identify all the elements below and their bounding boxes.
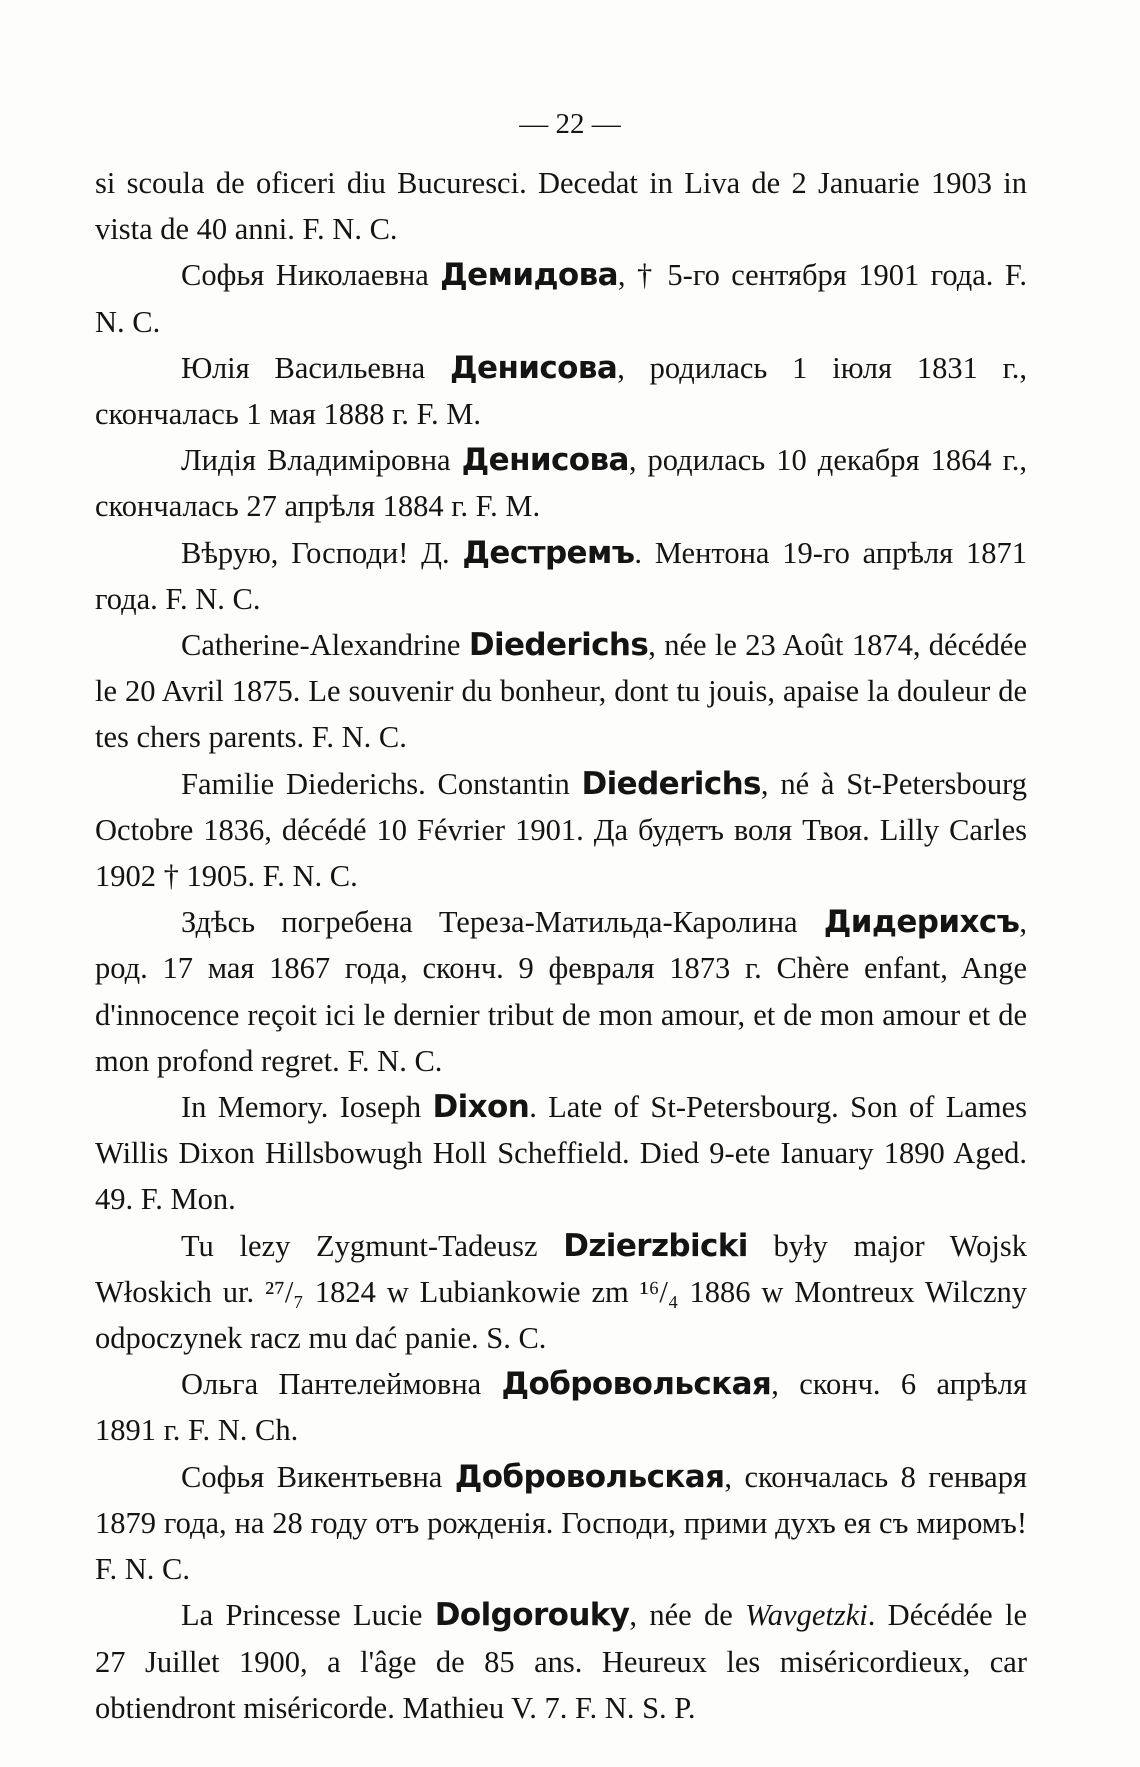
entry-text: , род. 17 мая 1867 года, сконч. 9 февраля 1873 г. Chère enfant, Ange d'innocence reçoit ici le dernier tribut de mon amour, et de mon amour et de mon profond regret. F. N. C.	[95, 905, 1027, 1078]
entry-text: Лидія Владиміровна	[181, 443, 462, 478]
entry	[95, 622, 1027, 761]
entry-text: si scoula de oficeri diu Bucuresci. Decedat in Liva de 2 Januarie 1903 in vista de 40 anni. F. N. C.	[95, 166, 1027, 247]
entry-text: , née le 23 Août 1874, décédée le 20 Avril 1875. Le souvenir du bonheur, dont tu jouis, apaise la douleur de tes chers parents. F. N. C.	[95, 628, 1027, 755]
entry-text: Familie Diederichs. Constantin	[181, 766, 582, 801]
entry	[95, 1084, 1027, 1223]
entry-text: . Ментона 19-го апрѣля 1871 года. F. N. C.	[95, 535, 1027, 616]
surname: Демидова	[440, 257, 618, 294]
entry	[95, 1361, 1027, 1453]
surname: Дидерихсъ	[823, 904, 1020, 941]
entry-text: . Late of St-Petersbourg. Son of Lames Willis Dixon Hillsbowugh Holl Scheffield. Died 9-ete Ianuary 1890 Aged. 49. F. Mon.	[95, 1090, 1028, 1217]
page-number: — 22 —	[519, 108, 621, 140]
surname: Dzierzbicki	[563, 1227, 748, 1264]
entry-text: były major Wojsk Włoskich ur. ²⁷/₇ 1824 w Lubiankowie zm ¹⁶/₄ 1886 w Montreux Wilczny odpoczynek racz mu dać panie. S. C.	[95, 1228, 1027, 1356]
entry-text: Софья Николаевна	[181, 258, 441, 293]
surname: Dolgorouky	[434, 1597, 630, 1634]
entry	[95, 761, 1027, 900]
entry-text: La Princesse Lucie	[181, 1598, 435, 1633]
surname: Dixon	[432, 1089, 530, 1126]
surname: Добровольская	[501, 1366, 772, 1403]
entry	[95, 1592, 1027, 1731]
entry-text: Здѣсь погребена Тереза-Матильда-Каролина	[181, 905, 824, 940]
entry-text: Tu lezy Zygmunt-Tadeusz	[181, 1228, 564, 1263]
entry-text: , né à St-Petersbourg Octobre 1836, décédé 10 Février 1901. Да будетъ воля Твоя. Lilly Carles 1902 † 1905. F. N. C.	[95, 766, 1028, 894]
entry	[95, 252, 1027, 344]
entry	[95, 530, 1027, 622]
surname: Diederichs	[468, 627, 649, 664]
entry	[95, 1223, 1027, 1362]
entry-text: Вѣрую, Господи! Д.	[181, 535, 463, 570]
entry	[95, 345, 1027, 437]
entry-text: Юлія Васильевна	[181, 350, 451, 385]
entry-text: , † 5-го сентября 1901 года. F. N. C.	[95, 258, 1027, 339]
entry-text: Софья Викентьевна	[181, 1459, 455, 1494]
entry-text: , сконч. 6 апрѣля 1891 г. F. N. Ch.	[95, 1367, 1027, 1448]
entry	[95, 437, 1027, 529]
surname: Денисова	[450, 349, 618, 386]
entry-text: Catherine-Alexandrine	[181, 628, 469, 663]
entry-text: . Décédée le 27 Juillet 1900, a l'âge de 85 ans. Heureux les miséricordieux, car obtiendront miséricorde. Mathieu V. 7. F. N. S. P.	[95, 1598, 1027, 1725]
entry-text: Ольга Пантелеймовна	[181, 1367, 502, 1402]
surname: Diederichs	[581, 765, 761, 802]
entry	[95, 899, 1027, 1084]
entry-text: In Memory. Ioseph	[181, 1090, 433, 1125]
entry-text: , скончалась 8 генваря 1879 года, на 28 году отъ рожденія. Господи, прими духъ ея съ миромъ! F. N. C.	[95, 1459, 1027, 1587]
entry	[95, 160, 1027, 252]
entries-list	[95, 160, 1027, 1731]
entry-text: , née de	[629, 1598, 746, 1633]
entry-text: , родилась 1 іюля 1831 г., скончалась 1 мая 1888 г. F. M.	[95, 350, 1027, 432]
surname: Добровольская	[454, 1458, 725, 1495]
entry	[95, 1454, 1027, 1593]
italic-text: Wavgetzki	[745, 1598, 868, 1633]
surname: Дестремъ	[462, 534, 635, 571]
entry-text: , родилась 10 декабря 1864 г., скончалась 27 апрѣля 1884 г. F. M.	[95, 443, 1027, 524]
surname: Денисова	[461, 442, 629, 479]
